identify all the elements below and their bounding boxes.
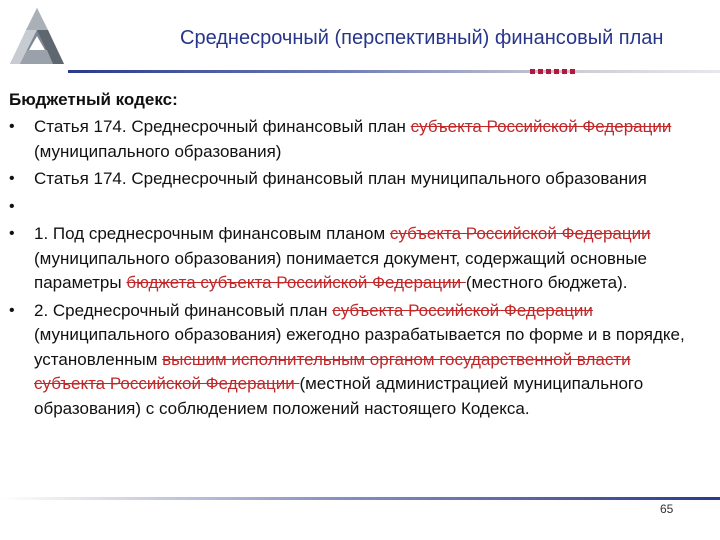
item-text: (муниципального образования) <box>34 141 282 161</box>
section-heading: Бюджетный кодекс: <box>9 90 178 109</box>
list-item <box>9 167 694 192</box>
bullet-list <box>9 115 699 421</box>
footer-divider <box>0 497 720 500</box>
list-item <box>9 222 694 296</box>
page-title: Среднесрочный (перспективный) финансовый план <box>180 27 664 49</box>
struck-text: субъекта Российской Федерации <box>410 117 672 136</box>
item-text: (местной администрацией муниципального образования) с соблюдением положений настоящего Кодекса. <box>34 374 644 418</box>
list-item <box>9 115 694 164</box>
item-text: (муниципального образования) понимается документ, содержащий основные параметры <box>34 248 647 292</box>
item-text: (муниципального образования) ежегодно разрабатывается по форме и в порядке, установленным <box>34 325 685 369</box>
slide-content <box>9 90 699 424</box>
header-divider <box>68 70 720 73</box>
item-text: 2. Среднесрочный финансовый план <box>34 300 333 320</box>
impossible-triangle-logo-icon <box>8 6 66 68</box>
empty-list-item <box>9 195 694 220</box>
item-text: 1. Под среднесрочным финансовым планом <box>34 224 390 243</box>
struck-text: бюджета субъекта Российской Федерации <box>126 273 466 292</box>
item-text: (местного бюджета). <box>465 273 628 292</box>
struck-text: высшим исполнительным органом государственной власти субъекта Российской Федерации <box>34 349 631 393</box>
page-number: 65 <box>660 502 674 516</box>
struck-text: субъекта Российской Федерации <box>389 224 651 243</box>
struck-text: субъекта Российской Федерации <box>332 300 593 320</box>
header-accent-squares <box>530 69 575 74</box>
item-text: Статья 174. Среднесрочный финансовый план муниципального образования <box>34 169 647 188</box>
item-text: Статья 174. Среднесрочный финансовый план <box>34 117 411 136</box>
list-item <box>9 299 694 422</box>
